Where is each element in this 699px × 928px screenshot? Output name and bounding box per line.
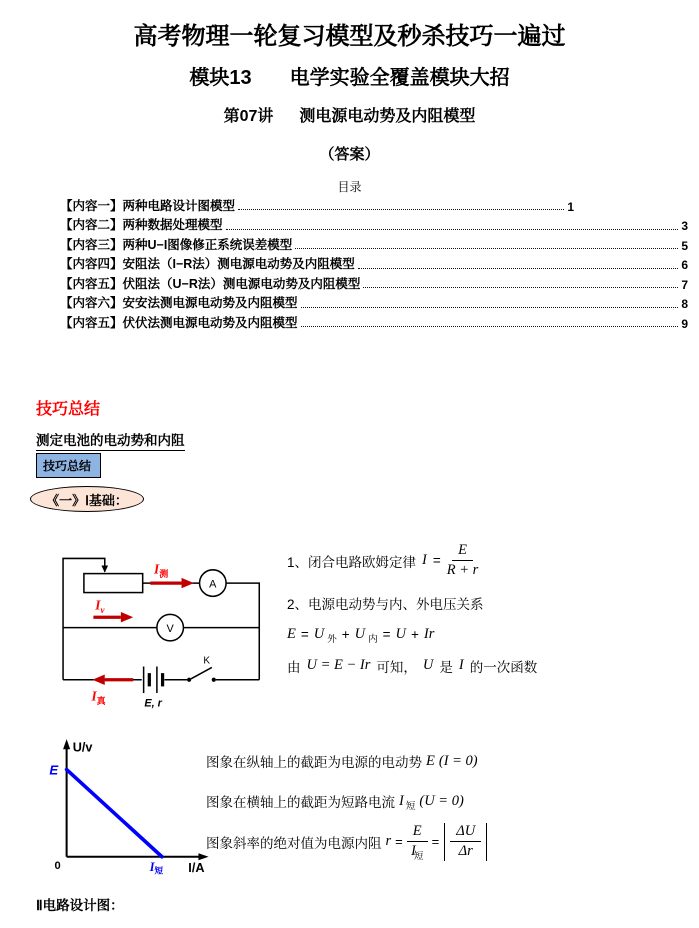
emf-relation-label-line: 2、电源电动势与内、外电压关系 [287, 596, 484, 612]
battery-label: E, r [144, 697, 162, 710]
origin-label: 0 [54, 859, 61, 872]
current-measured-label: $I_测$ [154, 561, 169, 579]
voltmeter-current-label: $I_v$ [95, 597, 105, 615]
toc-page-number: 6 [681, 258, 688, 272]
rheostat-slider-arrow [101, 566, 108, 573]
note-emf-intercept: 图象在纵轴上的截距为电源的电动势 E (I = 0) [206, 752, 478, 770]
skill-summary-heading: 技巧总结 [36, 401, 101, 418]
emf-equation-line: E = U 外 + U 内 = U + Ir [287, 625, 435, 646]
x-axis-label: I/A [188, 860, 205, 875]
toc-leader-dots [226, 229, 679, 230]
emf-over-short-current-fraction: $\frac{E}{I_短}$ [407, 823, 428, 861]
emf-intercept-label: E [49, 762, 59, 778]
true-current-label: $I_真$ [91, 688, 106, 706]
ohm-law-line [287, 542, 687, 580]
toc-item-label: 【内容四】安阻法（I−R法）测电源电动势及内阻模型 [60, 257, 355, 271]
toc-item[interactable] [60, 233, 688, 253]
toc-item-label: 【内容五】伏阻法（U−R法）测电源电动势及内阻模型 [60, 276, 361, 291]
toc-page-number: 5 [681, 238, 688, 253]
answers-label: （答案） [319, 146, 380, 163]
toc-leader-dots [363, 287, 678, 288]
module-title: 电学实验全覆盖模块大招 [289, 67, 510, 89]
toc-page-number: 8 [681, 297, 688, 311]
table-of-contents [60, 194, 688, 331]
measure-emf-heading: 测定电池的电动势和内阻 [36, 429, 185, 451]
circuit-diagram [46, 530, 264, 712]
toc-leader-dots [238, 209, 564, 210]
graph-notes [206, 733, 692, 883]
short-current-label: $I_短$ [149, 859, 164, 875]
toc-title: 目录 [337, 180, 362, 194]
switch-label: K [203, 655, 210, 667]
toc-page-number: 7 [681, 277, 688, 292]
circuit-design-heading: Ⅱ电路设计图： [36, 898, 124, 913]
symbol-current: I [422, 552, 427, 569]
voltmeter-label: V [166, 622, 174, 635]
toc-item[interactable] [60, 194, 688, 214]
ohm-law-fraction: $\frac{E}{R + r}$ [446, 542, 479, 579]
ui-graph [36, 731, 224, 875]
y-axis-arrow [63, 739, 70, 749]
toc-item[interactable] [60, 292, 688, 312]
toc-item-label: 【内容六】安安法测电源电动势及内阻模型 [60, 296, 298, 310]
toc-leader-dots [301, 326, 679, 327]
ohm-law-label: 1、闭合电路欧姆定律 [287, 554, 417, 570]
toc-item[interactable] [60, 253, 688, 273]
subscript-inner: 内 [368, 634, 378, 646]
module-heading [0, 61, 699, 90]
note-short-circuit-intercept: 图象在横轴上的截距为短路电流 I 短 (U = 0) [206, 792, 464, 812]
lecture-title: 测电源电动势及内阻模型 [299, 108, 476, 125]
ammeter-label: A [209, 578, 217, 591]
toc-leader-dots [358, 268, 679, 269]
toc-page-number: 1 [567, 199, 574, 214]
switch-contact [212, 678, 216, 682]
equals-sign: = [432, 553, 441, 569]
toc-leader-dots [295, 248, 678, 249]
doc-title: 高考物理一轮复习模型及秒杀技巧一遍过 [133, 23, 566, 50]
toc-item-label: 【内容三】两种U−I图像修正系统误差模型 [60, 237, 293, 252]
y-axis-label: U/v [72, 740, 93, 755]
switch-contact [187, 678, 191, 682]
graph-axes [67, 745, 202, 857]
toc-page-number: 3 [681, 219, 688, 233]
absolute-value-fraction: $\frac{\Delta U}{\Delta r}$ [444, 823, 487, 861]
formula-list [287, 542, 687, 689]
basic-section-badge: 《一》Ⅰ基础： [30, 486, 144, 512]
rheostat [84, 574, 143, 593]
toc-page-number: 9 [681, 316, 688, 331]
toc-item-label: 【内容五】伏伏法测电源电动势及内阻模型 [60, 315, 298, 330]
module-number: 模块13 [189, 67, 252, 89]
lecture-heading [0, 103, 699, 126]
subscript-outer: 外 [327, 634, 337, 646]
linear-relation-line: 由 U = E − Ir 可知， U 是 I 的一次函数 [287, 657, 538, 675]
switch-lever [191, 667, 212, 678]
toc-item[interactable] [60, 272, 688, 292]
toc-item-label: 【内容二】两种数据处理模型 [60, 218, 223, 232]
ui-line [67, 770, 162, 857]
toc-item-label: 【内容一】两种电路设计图模型 [60, 198, 236, 213]
note-slope-internal-resistance: 图象斜率的绝对值为电源内阻 r = $\frac{E}{I_短}$ = $\frac{\Delta U}{\Delta r}$ [206, 823, 488, 861]
skill-summary-box: 技巧总结 [36, 453, 101, 478]
toc-item[interactable] [60, 311, 688, 331]
lecture-number: 第07讲 [223, 108, 274, 125]
toc-item[interactable] [60, 214, 688, 234]
toc-leader-dots [301, 307, 679, 308]
